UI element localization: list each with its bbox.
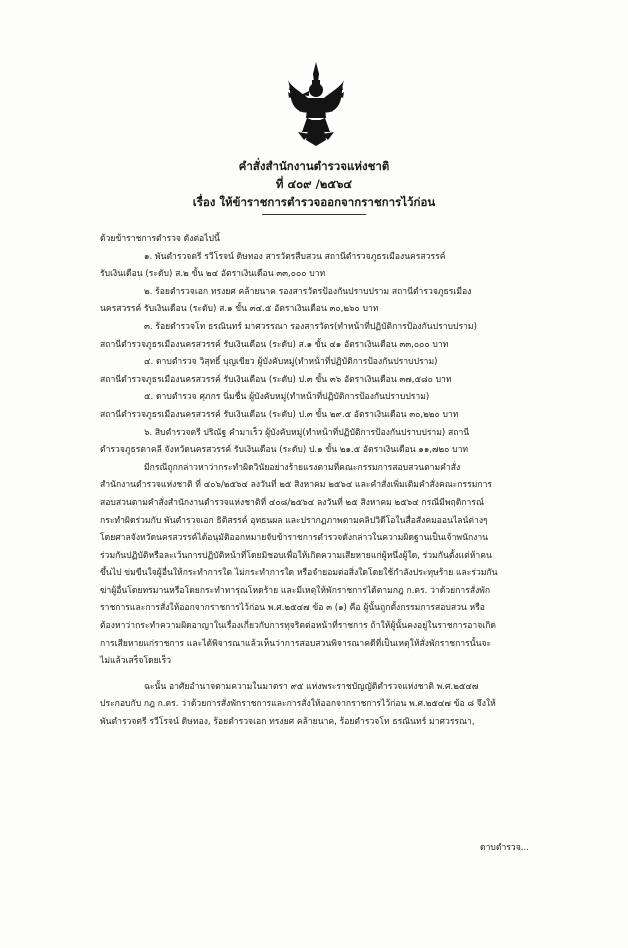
officer-item-4-line2: สถานีตำรวจภูธรเมืองนครสวรรค์ รับเงินเดือน (ระดับ) ป.๓ ขั้น ๓๖ อัตราเงินเดือน ๓๗,๕๘๐ บาท bbox=[100, 374, 452, 385]
authority-paragraph bbox=[100, 679, 582, 732]
intro-line: ด้วยข้าราชการตำรวจ ดังต่อไปนี้ bbox=[100, 234, 220, 244]
officer-item-3-line1: ๓. ร้อยตำรวจโท ธรณินทร์ มาศวรรณา รองสารวัตร(ทำหน้าที่ปฏิบัติการป้องกันปราบปราม) bbox=[144, 321, 477, 332]
officer-item-5-line1: ๕. ดาบตำรวจ ศุภกร นิ่มชื่น ผู้บังคับหมู่(ทำหน้าที่ปฏิบัติการป้องกันปราบปราม) bbox=[144, 392, 430, 403]
officer-item-3-line2: สถานีตำรวจภูธรเมืองนครสวรรค์ รับเงินเดือน (ระดับ) ส.๑ ขั้น ๔๑ อัตราเงินเดือน ๓๓,๐๐๐ บาท bbox=[100, 339, 449, 350]
order-header bbox=[0, 157, 628, 211]
continuation-marker: ดาบตำรวจ... bbox=[480, 843, 529, 853]
reason-paragraph bbox=[100, 460, 582, 671]
officer-item-6-line2: ตำรวจภูธรตาคลี จังหวัดนครสวรรค์ รับเงินเดือน (ระดับ) ป.๑ ขั้น ๒๑.๕ อัตราเงินเดือน ๑๑,๗๒๐ บาท bbox=[100, 445, 469, 456]
order-body bbox=[100, 231, 582, 732]
reason-line: การเสียหายแก่ราชการ และได้พิจารณาแล้วเห็นว่าการสอบสวนพิจารณาคดีที่เป็นเหตุให้สั่งพักราชการนั้นจะ bbox=[100, 638, 492, 649]
reason-line: ร่วมกันปฏิบัติหรือละเว้นการปฏิบัติหน้าที่โดยมิชอบเพื่อให้เกิดความเสียหายแก่ผู้หนึ่งผู้ใด, ร่วมกันตั้งแต่ห้าคน bbox=[100, 550, 492, 561]
officer-list bbox=[100, 249, 582, 460]
officer-item-1-line1: ๑. พันตำรวจตรี รวีโรจน์ ดิษทอง สารวัตรสืบสวน สถานีตำรวจภูธรเมืองนครสวรรค์ bbox=[144, 251, 446, 262]
officer-item-1-line2: รับเงินเดือน (ระดับ) ส.๒ ขั้น ๒๔ อัตราเงินเดือน ๓๓,๐๐๐ บาท bbox=[100, 269, 326, 280]
reason-line: ต้องหาว่ากระทำความผิดอาญาในเรื่องเกี่ยวกับการทุจริตต่อหน้าที่ราชการ ถ้าให้ผู้นั้นคงอยู่ในราชการอาจเกิด bbox=[100, 621, 496, 632]
reason-line: ราชการและการสั่งให้ออกจากราชการไว้ก่อน พ.ศ.๒๕๔๗ ข้อ ๓ (๑) คือ ผู้นั้นถูกตั้งกรรมการสอบสวน หรือ bbox=[100, 603, 485, 614]
reason-line: ฆ่าผู้อื่นโดยทรมานหรือโดยกระทำทารุณโหดร้าย และมีเหตุให้พักราชการได้ตามกฎ ก.ตร. ว่าด้วยการสั่งพัก bbox=[100, 585, 491, 596]
order-subject: เรื่อง ให้ข้าราชการตำรวจออกจากราชการไว้ก่อน bbox=[192, 195, 436, 209]
reason-line: มีกรณีถูกกล่าวหาว่ากระทำผิดวินัยอย่างร้ายแรงตามที่คณะกรรมการสอบสวนตามคำสั่ง bbox=[144, 462, 461, 473]
authority-line: ฉะนั้น อาศัยอำนาจตามความในมาตรา ๙๕ แห่งพระราชบัญญัติตำรวจแห่งชาติ พ.ศ.๒๕๔๗ bbox=[144, 681, 479, 692]
paragraph-gap bbox=[100, 671, 582, 679]
authority-line: พันตำรวจตรี รวีโรจน์ ดิษทอง, ร้อยตำรวจเอก ทรงยศ คล้ายนาค, ร้อยตำรวจโท ธรณินทร์ มาศวรรณา, bbox=[100, 717, 475, 728]
header-divider bbox=[262, 214, 366, 215]
garuda-emblem-icon bbox=[286, 60, 346, 148]
order-title: คำสั่งสำนักงานตำรวจแห่งชาติ bbox=[238, 159, 390, 173]
reason-line: ขึ้นไป ข่มขืนใจผู้อื่นให้กระทำการใด ไม่กระทำการใด หรือจำยอมต่อสิ่งใดโดยใช้กำลังประทุษร้าย และร่วมกัน bbox=[100, 568, 498, 579]
officer-item-6-line1: ๖. สิบตำรวจตรี ปริณัฐ คำมาเร็ว ผู้บังคับหมู่(ทำหน้าที่ปฏิบัติการป้องกันปราบปราม) สถานี bbox=[144, 427, 470, 438]
officer-item-5-line2: สถานีตำรวจภูธรเมืองนครสวรรค์ รับเงินเดือน (ระดับ) ป.๓ ขั้น ๒๙.๕ อัตราเงินเดือน ๓๐,๒๒๐ บาท bbox=[100, 409, 459, 420]
reason-line: โดยศาลจังหวัดนครสวรรค์ได้อนุมัติออกหมายจับข้าราชการตำรวจดังกล่าวในความผิดฐานเป็นเจ้าพนักงาน bbox=[100, 533, 489, 544]
reason-line: ไม่แล้วเสร็จโดยเร็ว bbox=[100, 656, 172, 667]
officer-item-2-line2: นครสวรรค์ รับเงินเดือน (ระดับ) ส.๑ ขั้น ๓๔.๕ อัตราเงินเดือน ๓๐,๒๖๐ บาท bbox=[100, 304, 379, 315]
reason-line: สำนักงานตำรวจแห่งชาติ ที่ ๔๐๖/๒๕๖๔ ลงวันที่ ๒๕ สิงหาคม ๒๕๖๔ และคำสั่งเพิ่มเติมคำสั่งคณะกรรมการ bbox=[100, 480, 493, 491]
reason-line: กระทำผิดร่วมกับ พันตำรวจเอก ธิติสรรค์ อุทธนผล และปรากฏภาพตามคลิปวิดีโอในสื่อสังคมออนไลน์ต่างๆ bbox=[100, 515, 488, 526]
authority-line: ประกอบกับ กฎ ก.ตร. ว่าด้วยการสั่งพักราชการและการสั่งให้ออกจากราชการไว้ก่อน พ.ศ.๒๕๔๗ ข้อ ๘ จึงให้ bbox=[100, 699, 496, 710]
officer-item-4-line1: ๔. ดาบตำรวจ วิสุทธิ์ บุญเขียว ผู้บังคับหมู่(ทำหน้าที่ปฏิบัติการป้องกันปราบปราม) bbox=[144, 357, 438, 368]
order-number: ที่ ๔๐๙ /๒๕๖๔ bbox=[275, 177, 353, 191]
officer-item-2-line1: ๒. ร้อยตำรวจเอก ทรงยศ คล้ายนาค รองสารวัตรป้องกันปราบปราม สถานีตำรวจภูธรเมือง bbox=[144, 286, 472, 297]
reason-line: สอบสวนตามคำสั่งสำนักงานตำรวจแห่งชาติที่ ๔๐๘/๒๕๖๔ ลงวันที่ ๒๕ สิงหาคม ๒๕๖๔ กรณีมีพฤติการณ์ bbox=[100, 497, 484, 508]
